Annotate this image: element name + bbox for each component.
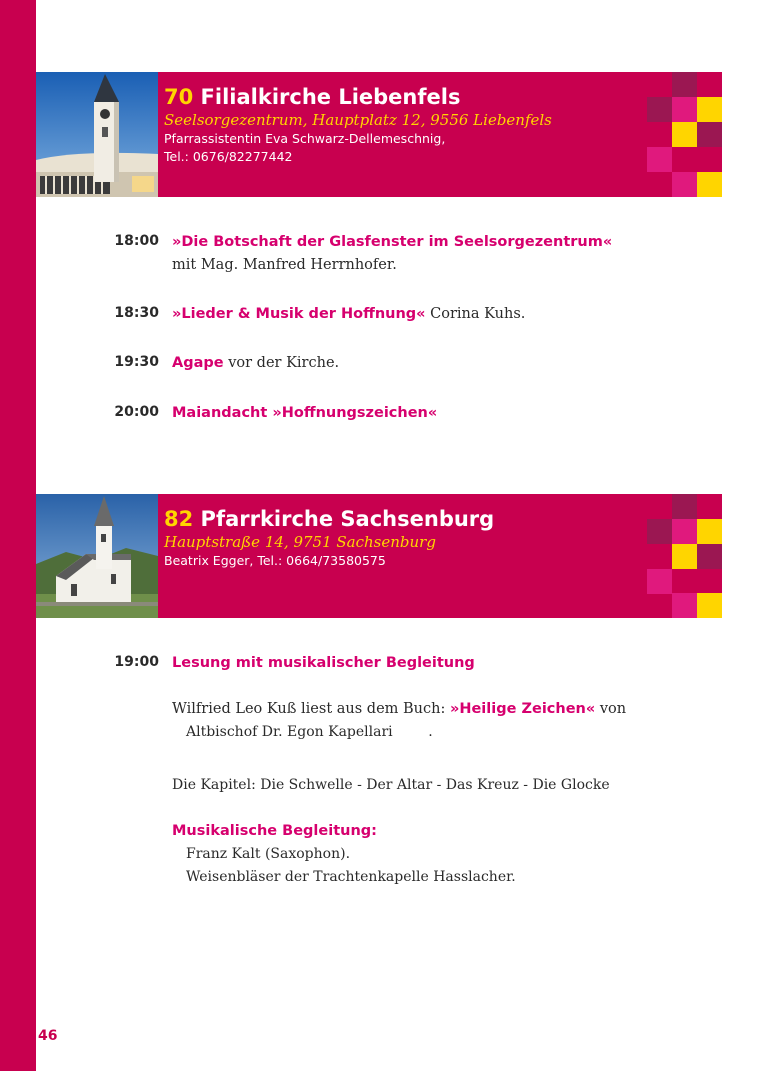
reading-suffix: von [595, 701, 627, 717]
event-time: 19:00 [114, 654, 159, 670]
church-address: Hauptstraße 14, 9751 Sachsenburg [164, 533, 436, 551]
music-heading [172, 820, 377, 842]
event-detail: vor der Kirche. [228, 355, 340, 371]
church-banner-sachsenburg [36, 494, 722, 618]
church-photo-liebenfels [36, 72, 158, 197]
event-title-text: »Lieder & Musik der Hoffnung« [172, 306, 426, 322]
music-line1: Franz Kalt (Saxophon). [186, 846, 351, 862]
reading-line2: Altbischof Dr. Egon Kapellari . [186, 724, 433, 740]
decorative-mosaic [647, 494, 722, 619]
event-title-text: Agape [172, 355, 224, 371]
reading-book: »Heilige Zeichen« [449, 701, 596, 717]
church-banner-liebenfels [36, 72, 722, 197]
event-time: 20:00 [114, 404, 159, 420]
church-contact-line1: Pfarrassistentin Eva Schwarz-Dellemeschnig, [164, 131, 446, 146]
church-name: Filialkirche Liebenfels [200, 85, 461, 109]
event-title-text: Maiandacht »Hoffnungszeichen« [172, 405, 438, 421]
event-time: 18:00 [114, 233, 159, 249]
church-name: Pfarrkirche Sachsenburg [200, 507, 495, 531]
church-contact: Beatrix Egger, Tel.: 0664/73580575 [164, 553, 386, 568]
event-title [172, 231, 612, 253]
reading-prefix: Wilfried Leo Kuß liest aus dem Buch: [172, 701, 450, 717]
reading-line [172, 698, 626, 720]
event-detail: Corina Kuhs. [430, 306, 526, 322]
church-title [164, 506, 494, 532]
left-accent-bar [0, 0, 36, 1071]
event-title-text: »Die Botschaft der Glasfenster im Seelsorgezentrum« [172, 234, 613, 250]
event-detail: mit Mag. Manfred Herrnhofer. [172, 257, 397, 273]
event-time: 18:30 [114, 305, 159, 321]
chapters-line: Die Kapitel: Die Schwelle - Der Altar - Das Kreuz - Die Glocke [172, 777, 610, 793]
church-address: Seelsorgezentrum, Hauptplatz 12, 9556 Liebenfels [164, 111, 552, 129]
church-contact-line2: Tel.: 0676/82277442 [164, 149, 293, 164]
decorative-mosaic [647, 72, 722, 197]
church-title [164, 84, 552, 110]
event-title-text: Lesung mit musikalischer Begleitung [172, 655, 475, 671]
event-entry [172, 652, 475, 674]
event-entry [172, 303, 525, 325]
event-entry [172, 352, 339, 374]
page-number: 46 [38, 1028, 58, 1044]
event-entry [172, 402, 437, 424]
music-line2: Weisenbläser der Trachtenkapelle Hasslacher. [186, 869, 516, 885]
church-number: 70 [164, 85, 194, 109]
church-number: 82 [164, 507, 194, 531]
church-photo-sachsenburg [36, 494, 158, 618]
music-heading-text: Musikalische Begleitung: [172, 823, 377, 839]
event-time: 19:30 [114, 354, 159, 370]
